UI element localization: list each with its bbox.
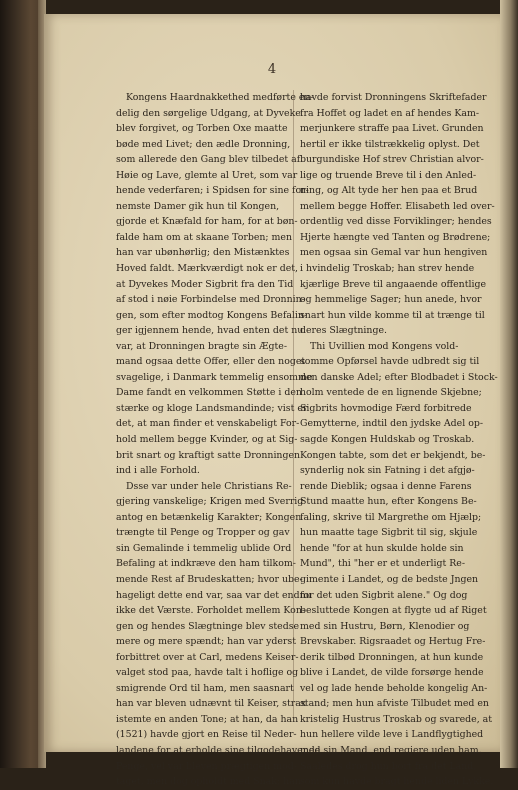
text-line: gjorde et Knæfald for ham, for at bøn- [116, 216, 298, 228]
text-line: hageligt dette end var, saa var det endnu [116, 589, 312, 601]
text-line: ning, og Alt tyde her hen paa et Brud [300, 185, 478, 197]
text-line: landene for at erholde sine tilgodehavende [116, 744, 321, 756]
text-line: og hemmelige Sager; hun anede, hvor [300, 294, 482, 306]
text-line: mende Rest af Brudeskatten; hvor ube- [116, 573, 303, 585]
text-line: trængte til Penge og Tropper og gav [116, 527, 290, 539]
text-line: den danske Adel; efter Blodbadet i Stock- [300, 371, 498, 383]
text-line: blive i Landet, de vilde forsørge hende [300, 667, 484, 679]
text-line: fra Hoffet og ladet en af hendes Kam- [300, 107, 480, 119]
text-line: ordentlig ved disse Forviklinger; hendes [300, 216, 492, 228]
text-line: Befaling at indkræve den ham tilkom- [116, 558, 296, 570]
text-line: vel og lade hende beholde kongelig An- [300, 682, 488, 694]
text-line: Stund maatte hun, efter Kongens Be- [300, 496, 477, 508]
book-page [44, 14, 500, 788]
text-line: derik tilbød Dronningen, at hun kunde [300, 651, 484, 663]
text-line: delig den sørgelige Udgang, at Dyveke [116, 107, 301, 119]
text-line: valget stod paa, havde talt i hoflige og [116, 667, 299, 679]
text-line: gimente i Landet, og de bedste Jngen [300, 573, 479, 585]
text-line: mellem begge Hoffer. Elisabeth led over- [300, 200, 495, 212]
text-line: (1521) havde gjort en Reise til Neder- [116, 729, 297, 741]
text-line: som kun havde bragt hende liden Lykke. [300, 776, 494, 788]
page-edges [500, 0, 518, 768]
text-line: snart hun vilde komme til at trænge til [300, 309, 485, 321]
text-line: deres Slægtninge. [300, 325, 387, 337]
text-line: synderlig nok sin Fatning i det afgjø- [300, 465, 475, 477]
text-line: stand; men hun afviste Tilbudet med en [300, 698, 489, 710]
text-line: Sigbrits hovmodige Færd forbitrede [300, 402, 472, 414]
text-line: hende "for at hun skulde holde sin [300, 542, 464, 554]
text-line: af stod i nøie Forbindelse med Dronnin- [116, 294, 305, 306]
text-line: hun maatte tage Sigbrit til sig, skjule [300, 527, 478, 539]
text-line: kjærlige Breve til angaaende offentlige [300, 278, 487, 290]
text-line: forbittret over at Carl, medens Keiser- [116, 651, 299, 663]
text-line: nemste Damer gik hun til Kongen, [116, 200, 280, 212]
text-line: Hoved faldt. Mærkværdigt nok er det, [116, 263, 298, 275]
text-line: med sin Hustru, Børn, Klenodier og [300, 620, 470, 632]
text-line: ger igjennem hende, hvad enten det nu [116, 325, 304, 337]
text-line: han var ubønhørlig; den Mistænktes [116, 247, 290, 259]
text-line: svagelige, i Danmark temmelig ensomme [116, 371, 313, 383]
text-line: faling, skrive til Margrethe om Hjælp; [300, 511, 482, 523]
text-line: gjering vanskelige; Krigen med Sverrig [116, 496, 304, 508]
text-line: mand ogsaa dette Offer, eller den noget [116, 356, 306, 368]
text-line: Penge, vel var bleven prægtigen mod- [116, 760, 297, 772]
text-line: hende vederfaren; i Spidsen for sine for- [116, 185, 309, 197]
text-line: Hjerte hængte ved Tanten og Brødrene; [300, 231, 491, 243]
text-line: hold mellem begge Kvinder, og at Sig- [116, 434, 298, 446]
text-line: istemte en anden Tone; at han, da han [116, 713, 299, 725]
text-line: var, at Dronningen bragte sin Ægte- [116, 340, 288, 352]
text-line: gen og hendes Slægtninge blev stedse [116, 620, 300, 632]
text-line: mere og mere spændt; han var yderst [116, 636, 296, 648]
text-line: Dsse var under hele Christians Re- [126, 480, 292, 492]
text-line: besluttede Kongen at flygte ud af Riget [300, 605, 487, 617]
text-line: somme Opførsel havde udbredt sig til [300, 356, 480, 368]
text-line: han var bleven udnævnt til Keiser, strax [116, 698, 307, 710]
text-line: havde forvist Dronningens Skriftefader [300, 92, 487, 103]
text-line: burgundiske Hof strev Christian alvor- [300, 154, 484, 166]
text-line: falde ham om at skaane Torben; men [116, 231, 293, 243]
text-line: taget, men dog opholdt med Snak; han [116, 776, 301, 788]
page-number: 4 [267, 62, 277, 77]
text-line: for det uden Sigbrit alene." Og dog [300, 589, 468, 601]
text-line: Dame fandt en velkommen Støtte i den [116, 387, 302, 399]
text-line: sin Gemalinde i temmelig ublide Ord [116, 542, 292, 554]
text-line: det, at man finder et venskabeligt For- [116, 418, 300, 430]
text-line: blev forgivet, og Torben Oxe maatte [116, 123, 288, 135]
column-divider [293, 90, 294, 718]
text-line: brit snart og kraftigt satte Dronningen [116, 449, 301, 461]
text-line: Mund", thi "her er et underligt Re- [300, 558, 466, 570]
text-line: Gemytterne, indtil den jydske Adel op- [300, 418, 484, 430]
text-line: ind i alle Forhold. [116, 465, 200, 477]
left-text-column [116, 90, 321, 790]
text-line: bøde med Livet; den ædle Dronning, [116, 138, 291, 150]
text-line: holm ventede de en lignende Skjebne; [300, 387, 482, 399]
text-line: merjunkere straffe paa Livet. Grunden [300, 123, 484, 135]
text-line: Thi Uvillien mod Kongens vold- [310, 340, 459, 352]
text-line: gen, som efter modtog Kongens Befalin- [116, 309, 308, 321]
text-line: Saaledes drog hun bort fra det Land, [300, 760, 477, 772]
text-line: Høie og Lave, glemte al Uret, som var [116, 169, 298, 181]
text-line: kristelig Hustrus Troskab og svarede, at [300, 713, 493, 725]
text-line: at Dyvekes Moder Sigbrit fra den Tid [116, 278, 294, 290]
text-line: Kongens Haardnakkethed medførte en- [126, 92, 314, 103]
right-text-column [300, 90, 498, 790]
text-line: stærke og kloge Landsmandinde; vist er [116, 402, 308, 414]
text-line: sagde Kongen Huldskab og Troskab. [300, 434, 475, 446]
text-line: hertil er ikke tilstrækkelig oplyst. Det [300, 138, 480, 150]
text-line: i hvindelig Troskab; han strev hende [300, 263, 475, 275]
text-line: men ogsaa sin Gemal var hun hengiven [300, 247, 488, 259]
text-line: med sin Mand, end regjere uden ham. [300, 744, 482, 756]
text-line: rende Dieblik; ogsaa i denne Farens [300, 480, 472, 492]
text-line: Brevskaber. Rigsraadet og Hertug Fre- [300, 636, 486, 648]
text-line: hun hellere vilde leve i Landflygtighed [300, 729, 484, 741]
text-line: smigrende Ord til ham, men saasnart [116, 682, 294, 694]
text-line: Kongen tabte, som det er bekjendt, be- [300, 449, 486, 461]
text-line: som allerede den Gang blev tilbedet af [116, 154, 301, 166]
text-line: lige og truende Breve til i den Anled- [300, 169, 477, 181]
text-line: ikke det Værste. Forholdet mellem Kon- [116, 605, 306, 617]
text-line: antog en betænkelig Karakter; Kongen [116, 511, 302, 523]
